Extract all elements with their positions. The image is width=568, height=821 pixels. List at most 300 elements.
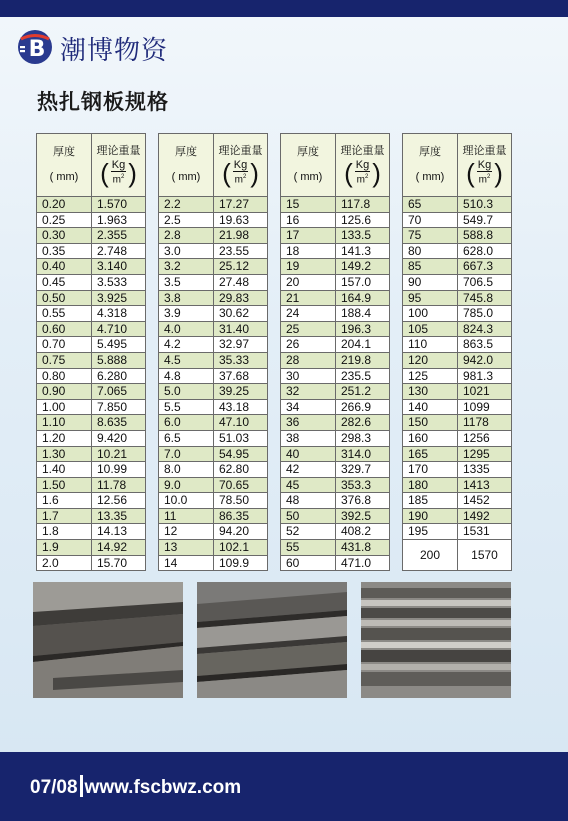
table-row	[159, 321, 268, 337]
weight-cell: 1570	[458, 540, 512, 571]
weight-cell: 29.83	[214, 290, 268, 306]
weight-cell: 628.0	[458, 243, 512, 259]
thickness-cell: 13	[159, 540, 214, 556]
thickness-unit: ( mm)	[49, 171, 79, 183]
table-row	[403, 477, 512, 493]
weight-cell: 408.2	[336, 524, 390, 540]
table-row	[159, 290, 268, 306]
thickness-cell: 1.40	[37, 462, 92, 478]
thickness-unit: ( mm)	[415, 171, 445, 183]
table-row	[37, 555, 146, 571]
weight-cell: 188.4	[336, 306, 390, 322]
thickness-cell: 0.25	[37, 212, 92, 228]
table-row	[281, 337, 390, 353]
table-row	[159, 197, 268, 213]
thickness-cell: 4.5	[159, 352, 214, 368]
thickness-cell: 85	[403, 259, 458, 275]
table-row	[37, 368, 146, 384]
thickness-cell: 20	[281, 274, 336, 290]
weight-cell: 1295	[458, 446, 512, 462]
table-row	[37, 462, 146, 478]
weight-cell: 25.12	[214, 259, 268, 275]
thickness-cell: 32	[281, 384, 336, 400]
weight-cell: 1178	[458, 415, 512, 431]
weight-cell: 3.925	[92, 290, 146, 306]
table-row	[403, 508, 512, 524]
table-row	[281, 477, 390, 493]
table-row	[159, 274, 268, 290]
table-row	[159, 540, 268, 556]
thickness-cell: 3.8	[159, 290, 214, 306]
weight-cell: 8.635	[92, 415, 146, 431]
table-row	[403, 368, 512, 384]
table-row	[403, 352, 512, 368]
weight-cell: 47.10	[214, 415, 268, 431]
table-row	[403, 259, 512, 275]
thickness-cell: 5.0	[159, 384, 214, 400]
weight-cell: 1335	[458, 462, 512, 478]
table-row	[159, 399, 268, 415]
thickness-cell: 0.40	[37, 259, 92, 275]
thickness-cell: 8.0	[159, 462, 214, 478]
weight-unit: ( $\frac{Kg}{m^2}$ )	[344, 157, 381, 188]
weight-cell: 1021	[458, 384, 512, 400]
weight-cell: 4.318	[92, 306, 146, 322]
thickness-cell: 42	[281, 462, 336, 478]
thickness-cell: 95	[403, 290, 458, 306]
table-row	[37, 524, 146, 540]
thickness-cell: 28	[281, 352, 336, 368]
weight-cell: 102.1	[214, 540, 268, 556]
weight-cell: 1531	[458, 524, 512, 540]
thickness-cell: 70	[403, 212, 458, 228]
thickness-cell: 21	[281, 290, 336, 306]
thickness-cell: 45	[281, 477, 336, 493]
weight-cell: 13.35	[92, 508, 146, 524]
thickness-header	[37, 134, 92, 197]
table-row	[281, 243, 390, 259]
thickness-cell: 1.7	[37, 508, 92, 524]
table-row	[403, 493, 512, 509]
thickness-cell: 16	[281, 212, 336, 228]
thickness-cell: 1.9	[37, 540, 92, 556]
thickness-cell: 1.50	[37, 477, 92, 493]
weight-cell: 17.27	[214, 197, 268, 213]
steel-plate-photo-2	[197, 582, 347, 698]
weight-cell: 35.33	[214, 352, 268, 368]
table-row	[37, 384, 146, 400]
weight-cell: 706.5	[458, 274, 512, 290]
thickness-cell: 36	[281, 415, 336, 431]
weight-cell: 37.68	[214, 368, 268, 384]
thickness-header	[159, 134, 214, 197]
table-row	[37, 337, 146, 353]
thickness-cell: 195	[403, 524, 458, 540]
thickness-cell: 30	[281, 368, 336, 384]
weight-cell: 392.5	[336, 508, 390, 524]
weight-cell: 4.710	[92, 321, 146, 337]
table-row	[37, 540, 146, 556]
weight-unit: ( $\frac{Kg}{m^2}$ )	[466, 157, 503, 188]
table-row	[159, 415, 268, 431]
thickness-cell: 38	[281, 430, 336, 446]
weight-cell: 588.8	[458, 228, 512, 244]
thickness-cell: 0.80	[37, 368, 92, 384]
thickness-cell: 40	[281, 446, 336, 462]
weight-cell: 1413	[458, 477, 512, 493]
weight-cell: 204.1	[336, 337, 390, 353]
thickness-cell: 24	[281, 306, 336, 322]
thickness-cell: 1.10	[37, 415, 92, 431]
thickness-cell: 7.0	[159, 446, 214, 462]
table-row	[159, 352, 268, 368]
table-row	[159, 477, 268, 493]
thickness-cell: 14	[159, 555, 214, 571]
weight-cell: 942.0	[458, 352, 512, 368]
thickness-unit: ( mm)	[293, 171, 323, 183]
table-row	[159, 446, 268, 462]
weight-cell: 431.8	[336, 540, 390, 556]
thickness-cell: 0.55	[37, 306, 92, 322]
weight-header	[458, 134, 512, 197]
thickness-cell: 19	[281, 259, 336, 275]
weight-cell: 7.065	[92, 384, 146, 400]
thickness-label: 厚度	[297, 146, 319, 158]
weight-cell: 863.5	[458, 337, 512, 353]
thickness-cell: 90	[403, 274, 458, 290]
table-row	[159, 430, 268, 446]
weight-cell: 39.25	[214, 384, 268, 400]
table-row	[159, 555, 268, 571]
weight-cell: 7.850	[92, 399, 146, 415]
weight-cell: 251.2	[336, 384, 390, 400]
thickness-cell: 25	[281, 321, 336, 337]
weight-cell: 157.0	[336, 274, 390, 290]
thickness-label: 厚度	[419, 146, 441, 158]
thickness-cell: 0.35	[37, 243, 92, 259]
table-row	[403, 274, 512, 290]
table-row	[281, 399, 390, 415]
weight-header	[214, 134, 268, 197]
thickness-header	[403, 134, 458, 197]
weight-cell: 15.70	[92, 555, 146, 571]
table-row	[281, 446, 390, 462]
thickness-cell: 105	[403, 321, 458, 337]
thickness-cell: 3.0	[159, 243, 214, 259]
thickness-cell: 1.20	[37, 430, 92, 446]
table-row	[37, 493, 146, 509]
thickness-cell: 3.2	[159, 259, 214, 275]
table-row	[281, 415, 390, 431]
table-row	[281, 321, 390, 337]
thickness-cell: 60	[281, 555, 336, 571]
thickness-cell: 185	[403, 493, 458, 509]
thickness-cell: 65	[403, 197, 458, 213]
website-link[interactable]: www.fscbwz.com	[84, 777, 242, 798]
table-row	[159, 259, 268, 275]
weight-label: 理论重量	[462, 144, 507, 157]
weight-cell: 1256	[458, 430, 512, 446]
table-row	[281, 197, 390, 213]
weight-header	[92, 134, 146, 197]
table-row	[37, 197, 146, 213]
thickness-cell: 150	[403, 415, 458, 431]
weight-cell: 23.55	[214, 243, 268, 259]
weight-cell: 266.9	[336, 399, 390, 415]
weight-cell: 164.9	[336, 290, 390, 306]
weight-cell: 1099	[458, 399, 512, 415]
weight-cell: 282.6	[336, 415, 390, 431]
weight-cell: 31.40	[214, 321, 268, 337]
table-row	[37, 352, 146, 368]
weight-cell: 70.65	[214, 477, 268, 493]
table-row	[159, 212, 268, 228]
weight-cell: 235.5	[336, 368, 390, 384]
thickness-cell: 0.60	[37, 321, 92, 337]
thickness-cell: 2.2	[159, 197, 214, 213]
thickness-cell: 0.30	[37, 228, 92, 244]
thickness-cell: 1.6	[37, 493, 92, 509]
weight-cell: 10.99	[92, 462, 146, 478]
footer	[30, 775, 241, 799]
table-row	[159, 306, 268, 322]
weight-unit: ( $\frac{Kg}{m^2}$ )	[100, 157, 137, 188]
thickness-cell: 17	[281, 228, 336, 244]
thickness-cell: 125	[403, 368, 458, 384]
weight-unit: ( $\frac{Kg}{m^2}$ )	[222, 157, 259, 188]
weight-cell: 19.63	[214, 212, 268, 228]
thickness-cell: 2.0	[37, 555, 92, 571]
weight-cell: 133.5	[336, 228, 390, 244]
footer-separator	[80, 775, 83, 797]
thickness-label: 厚度	[175, 146, 197, 158]
weight-cell: 981.3	[458, 368, 512, 384]
thickness-cell: 1.00	[37, 399, 92, 415]
spec-table-3	[280, 133, 390, 571]
thickness-cell: 3.5	[159, 274, 214, 290]
company-name: 潮博物资	[60, 36, 169, 66]
weight-header	[336, 134, 390, 197]
weight-cell: 667.3	[458, 259, 512, 275]
thickness-cell: 2.8	[159, 228, 214, 244]
thickness-cell: 6.5	[159, 430, 214, 446]
weight-cell: 1452	[458, 493, 512, 509]
thickness-cell: 4.0	[159, 321, 214, 337]
table-row	[37, 274, 146, 290]
weight-cell: 1.570	[92, 197, 146, 213]
table-row	[403, 306, 512, 322]
weight-cell: 785.0	[458, 306, 512, 322]
weight-cell: 219.8	[336, 352, 390, 368]
table-row	[37, 306, 146, 322]
weight-cell: 376.8	[336, 493, 390, 509]
weight-cell: 12.56	[92, 493, 146, 509]
table-row	[281, 493, 390, 509]
weight-cell: 51.03	[214, 430, 268, 446]
table-row	[403, 228, 512, 244]
thickness-cell: 5.5	[159, 399, 214, 415]
thickness-cell: 26	[281, 337, 336, 353]
table-row	[37, 212, 146, 228]
table-row	[403, 540, 512, 571]
table-row	[403, 243, 512, 259]
weight-cell: 86.35	[214, 508, 268, 524]
weight-cell: 9.420	[92, 430, 146, 446]
thickness-cell: 15	[281, 197, 336, 213]
page-title: 热扎钢板规格	[37, 90, 169, 114]
table-row	[37, 508, 146, 524]
table-row	[281, 306, 390, 322]
weight-cell: 5.495	[92, 337, 146, 353]
thickness-cell: 34	[281, 399, 336, 415]
table-row	[159, 462, 268, 478]
weight-cell: 149.2	[336, 259, 390, 275]
table-row	[159, 228, 268, 244]
table-row	[281, 212, 390, 228]
svg-text:B: B	[28, 37, 46, 62]
thickness-cell: 18	[281, 243, 336, 259]
steel-plate-photo-1	[33, 582, 183, 698]
table-row	[281, 259, 390, 275]
weight-cell: 32.97	[214, 337, 268, 353]
weight-cell: 10.21	[92, 446, 146, 462]
weight-cell: 353.3	[336, 477, 390, 493]
weight-cell: 314.0	[336, 446, 390, 462]
thickness-cell: 48	[281, 493, 336, 509]
thickness-cell: 50	[281, 508, 336, 524]
weight-cell: 2.355	[92, 228, 146, 244]
weight-label: 理论重量	[96, 144, 141, 157]
table-row	[281, 430, 390, 446]
weight-cell: 2.748	[92, 243, 146, 259]
weight-cell: 125.6	[336, 212, 390, 228]
table-row	[403, 197, 512, 213]
thickness-cell: 180	[403, 477, 458, 493]
weight-cell: 824.3	[458, 321, 512, 337]
table-row	[37, 415, 146, 431]
thickness-cell: 10.0	[159, 493, 214, 509]
table-row	[159, 337, 268, 353]
weight-cell: 745.8	[458, 290, 512, 306]
weight-cell: 14.92	[92, 540, 146, 556]
thickness-header	[281, 134, 336, 197]
table-row	[159, 384, 268, 400]
thickness-cell: 1.30	[37, 446, 92, 462]
weight-cell: 11.78	[92, 477, 146, 493]
weight-cell: 510.3	[458, 197, 512, 213]
thickness-cell: 200	[403, 540, 458, 571]
weight-label: 理论重量	[340, 144, 385, 157]
page-number: 07/08	[30, 777, 78, 798]
weight-cell: 43.18	[214, 399, 268, 415]
thickness-cell: 0.20	[37, 197, 92, 213]
spec-table-1	[36, 133, 146, 571]
table-row	[37, 259, 146, 275]
weight-cell: 3.533	[92, 274, 146, 290]
table-row	[281, 384, 390, 400]
table-row	[37, 446, 146, 462]
company-logo	[16, 29, 54, 65]
table-row	[159, 508, 268, 524]
thickness-label: 厚度	[53, 146, 75, 158]
table-row	[403, 524, 512, 540]
weight-cell: 62.80	[214, 462, 268, 478]
thickness-cell: 0.90	[37, 384, 92, 400]
thickness-cell: 0.75	[37, 352, 92, 368]
weight-cell: 329.7	[336, 462, 390, 478]
thickness-cell: 1.8	[37, 524, 92, 540]
thickness-cell: 2.5	[159, 212, 214, 228]
table-row	[37, 290, 146, 306]
weight-cell: 54.95	[214, 446, 268, 462]
thickness-cell: 0.70	[37, 337, 92, 353]
thickness-cell: 165	[403, 446, 458, 462]
thickness-cell: 6.0	[159, 415, 214, 431]
weight-cell: 298.3	[336, 430, 390, 446]
table-row	[281, 228, 390, 244]
table-row	[403, 462, 512, 478]
table-row	[37, 399, 146, 415]
weight-label: 理论重量	[218, 144, 263, 157]
thickness-cell: 75	[403, 228, 458, 244]
table-row	[159, 368, 268, 384]
weight-cell: 117.8	[336, 197, 390, 213]
weight-cell: 141.3	[336, 243, 390, 259]
spec-table-4	[402, 133, 512, 571]
table-row	[403, 212, 512, 228]
weight-cell: 3.140	[92, 259, 146, 275]
table-row	[37, 228, 146, 244]
thickness-cell: 130	[403, 384, 458, 400]
table-row	[281, 508, 390, 524]
thickness-cell: 4.2	[159, 337, 214, 353]
table-row	[37, 243, 146, 259]
table-row	[37, 430, 146, 446]
thickness-cell: 110	[403, 337, 458, 353]
table-row	[403, 290, 512, 306]
thickness-cell: 0.45	[37, 274, 92, 290]
thickness-cell: 80	[403, 243, 458, 259]
thickness-cell: 52	[281, 524, 336, 540]
table-row	[281, 290, 390, 306]
weight-cell: 27.48	[214, 274, 268, 290]
weight-cell: 196.3	[336, 321, 390, 337]
weight-cell: 14.13	[92, 524, 146, 540]
table-row	[403, 430, 512, 446]
table-row	[37, 321, 146, 337]
table-row	[281, 524, 390, 540]
weight-cell: 30.62	[214, 306, 268, 322]
spec-table-2	[158, 133, 268, 571]
thickness-unit: ( mm)	[171, 171, 201, 183]
thickness-cell: 4.8	[159, 368, 214, 384]
weight-cell: 21.98	[214, 228, 268, 244]
thickness-cell: 12	[159, 524, 214, 540]
table-row	[159, 524, 268, 540]
weight-cell: 471.0	[336, 555, 390, 571]
weight-cell: 549.7	[458, 212, 512, 228]
weight-cell: 1492	[458, 508, 512, 524]
weight-cell: 6.280	[92, 368, 146, 384]
table-row	[403, 384, 512, 400]
thickness-cell: 160	[403, 430, 458, 446]
thickness-cell: 55	[281, 540, 336, 556]
thickness-cell: 11	[159, 508, 214, 524]
thickness-cell: 100	[403, 306, 458, 322]
table-row	[281, 555, 390, 571]
table-row	[281, 540, 390, 556]
thickness-cell: 9.0	[159, 477, 214, 493]
